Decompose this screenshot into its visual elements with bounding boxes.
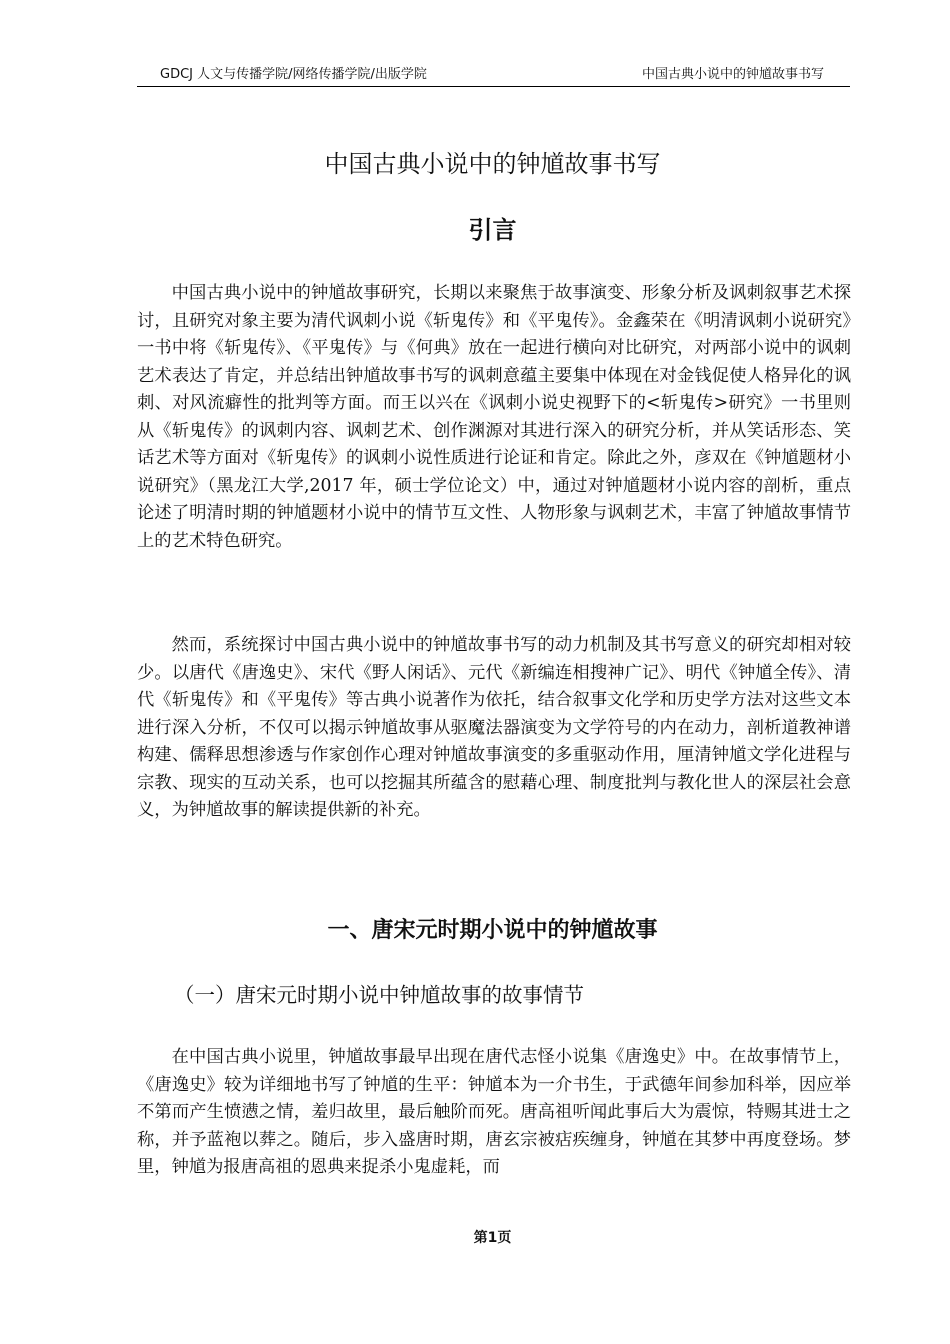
running-header — [137, 64, 850, 87]
section-heading: 一、唐宋元时期小说中的钟馗故事 — [327, 918, 658, 943]
paper-title: 中国古典小说中的钟馗故事书写 — [324, 150, 661, 178]
intro-paragraph-2: 然而，系统探讨中国古典小说中的钟馗故事书写的动力机制及其书写意义的研究却相对较少。以唐代《唐逸史》、宋代《野人闲话》、元代《新编连相搜神广记》、明代《钟馗全传》、清代《斩鬼传》和《平鬼传》等古典小说著作为依托，结合叙事文化学和历史学方法对这些文本进行深入分析，不仅可以揭示钟馗故事从驱魔法器演变为文学符号的内在动力，剖析道教神谱构建、儒释思想渗透与作家创作心理对钟馗故事演变的多重驱动作用，厘清钟馗文学化进程与宗教、现实的互动关系，也可以挖掘其所蕴含的慰藉心理、制度批判与教化世人的深层社会意义，为钟馗故事的解读提供新的补充。 — [137, 635, 851, 820]
subsection-heading: （一）唐宋元时期小说中钟馗故事的故事情节 — [174, 983, 584, 1007]
section-paragraph-1: 在中国古典小说里，钟馗故事最早出现在唐代志怪小说集《唐逸史》中。在故事情节上，《唐逸史》较为详细地书写了钟馗的生平：钟馗本为一介书生，于武德年间参加科举，因应举不第而产生愤懑之情，羞归故里，最后触阶而死。唐高祖听闻此事后大为震惊，特赐其进士之称，并予蓝袍以葬之。随后，步入盛唐时期，唐玄宗被痁疾缠身，钟馗在其梦中再度登场。梦里，钟馗为报唐高祖的恩典来捉杀小鬼虚耗，而 — [137, 1047, 851, 1177]
intro-heading: 引言 — [468, 216, 517, 244]
header-institution: GDCJ 人文与传播学院/网络传播学院/出版学院 — [160, 67, 427, 82]
intro-paragraph-1: 中国古典小说中的钟馗故事研究，长期以来聚焦于故事演变、形象分析及讽刺叙事艺术探讨，且研究对象主要为清代讽刺小说《斩鬼传》和《平鬼传》。金鑫荣在《明清讽刺小说研究》一书中将《斩鬼传》、《平鬼传》与《何典》放在一起进行横向对比研究，对两部小说中的讽刺艺术表达了肯定，并总结出钟馗故事书写的讽刺意蕴主要集中体现在对金钱促使人格异化的讽刺、对风流癖性的批判等方面。而王以兴在《讽刺小说史视野下的<斩鬼传>研究》一书里则从《斩鬼传》的讽刺内容、讽刺艺术、创作渊源对其进行深入的研究分析，并从笑话形态、笑话艺术等方面对《斩鬼传》的讽刺小说性质进行论证和肯定。除此之外，彦双在《钟馗题材小说研究》（黑龙江大学,2017 年，硕士学位论文）中，通过对钟馗题材小说内容的剖析，重点论述了明清时期的钟馗题材小说中的情节互文性、人物形象与讽刺艺术，丰富了钟馗故事情节上的艺术特色研究。 — [137, 283, 851, 551]
header-paper-title: 中国古典小说中的钟馗故事书写 — [641, 67, 824, 82]
page-number: 第1页 — [473, 1230, 512, 1246]
